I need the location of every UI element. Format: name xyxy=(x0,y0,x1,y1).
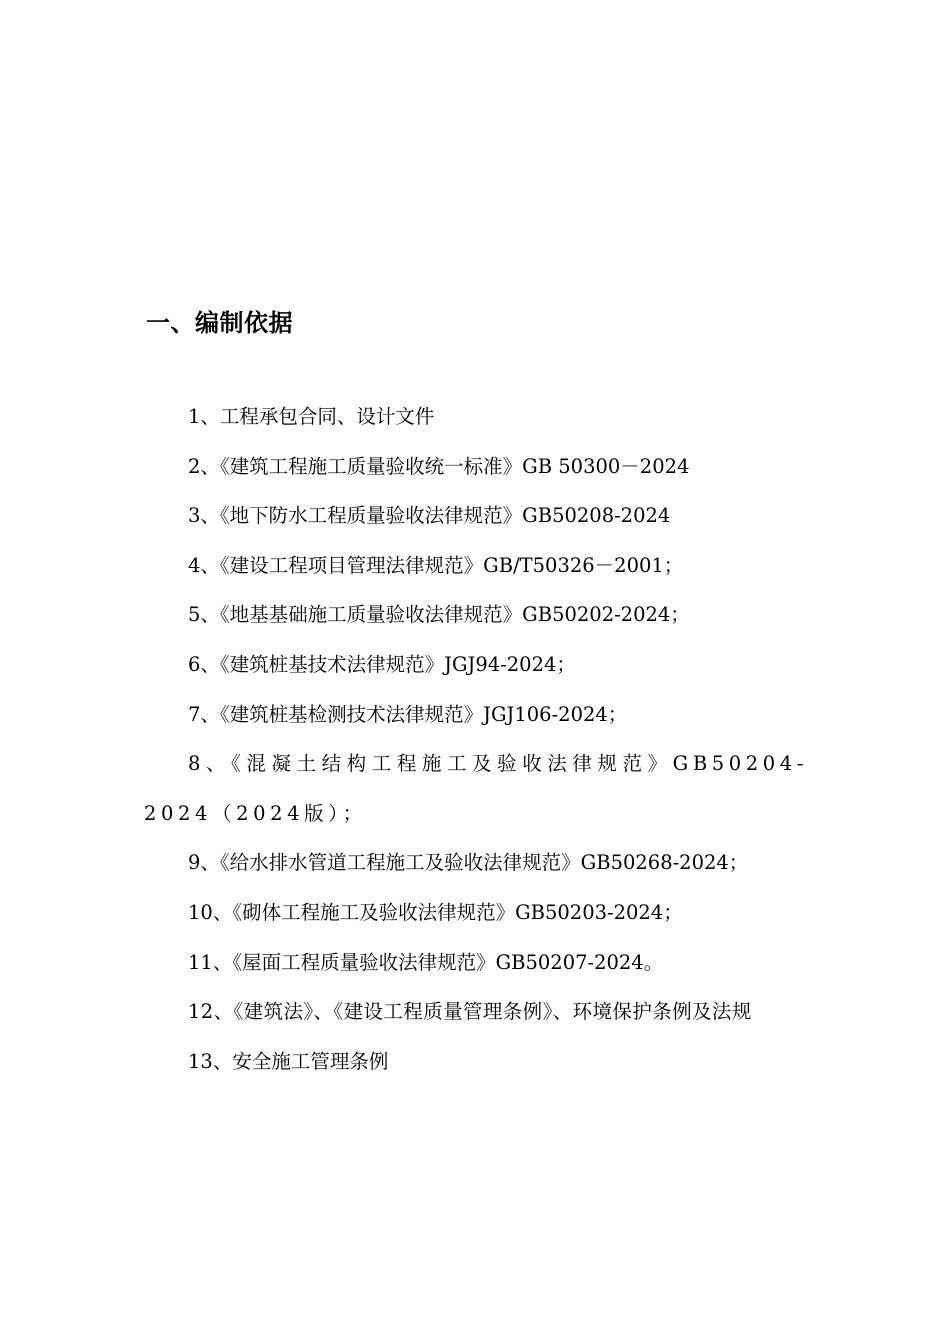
list-item: 5、《地基基础施工质量验收法律规范》GB50202-2024； xyxy=(188,603,690,627)
list-item: 6、《建筑桩基技术法律规范》JGJ94-2024； xyxy=(188,652,576,676)
list-item: 8、《混凝土结构工程施工及验收法律规范》GB50204-2024（2024版）； xyxy=(144,752,808,825)
list-item: 4、《建设工程项目管理法律规范》GB/T50326－2001； xyxy=(188,553,684,577)
list-item: 1、工程承包合同、设计文件 xyxy=(188,405,435,428)
list-item: 3、《地下防水工程质量验收法律规范》GB50208-2024 xyxy=(188,504,671,528)
list-item: 10、《砌体工程施工及验收法律规范》GB50203-2024； xyxy=(188,900,683,924)
list-item: 11、《屋面工程质量验收法律规范》GB50207-2024。 xyxy=(188,950,664,974)
basis-list xyxy=(144,392,808,1086)
list-item: 13、安全施工管理条例 xyxy=(188,1049,389,1073)
list-item: 7、《建筑桩基检测技术法律规范》JGJ106-2024； xyxy=(188,702,628,726)
list-item: 2、《建筑工程施工质量验收统一标准》GB 50300－2024 xyxy=(188,454,690,478)
list-item: 12、《建筑法》、《建设工程质量管理条例》、环境保护条例及法规 xyxy=(188,1000,752,1024)
list-item: 9、《给水排水管道工程施工及验收法律规范》GB50268-2024； xyxy=(188,851,749,875)
section-heading: 一、编制依据 xyxy=(146,309,293,337)
